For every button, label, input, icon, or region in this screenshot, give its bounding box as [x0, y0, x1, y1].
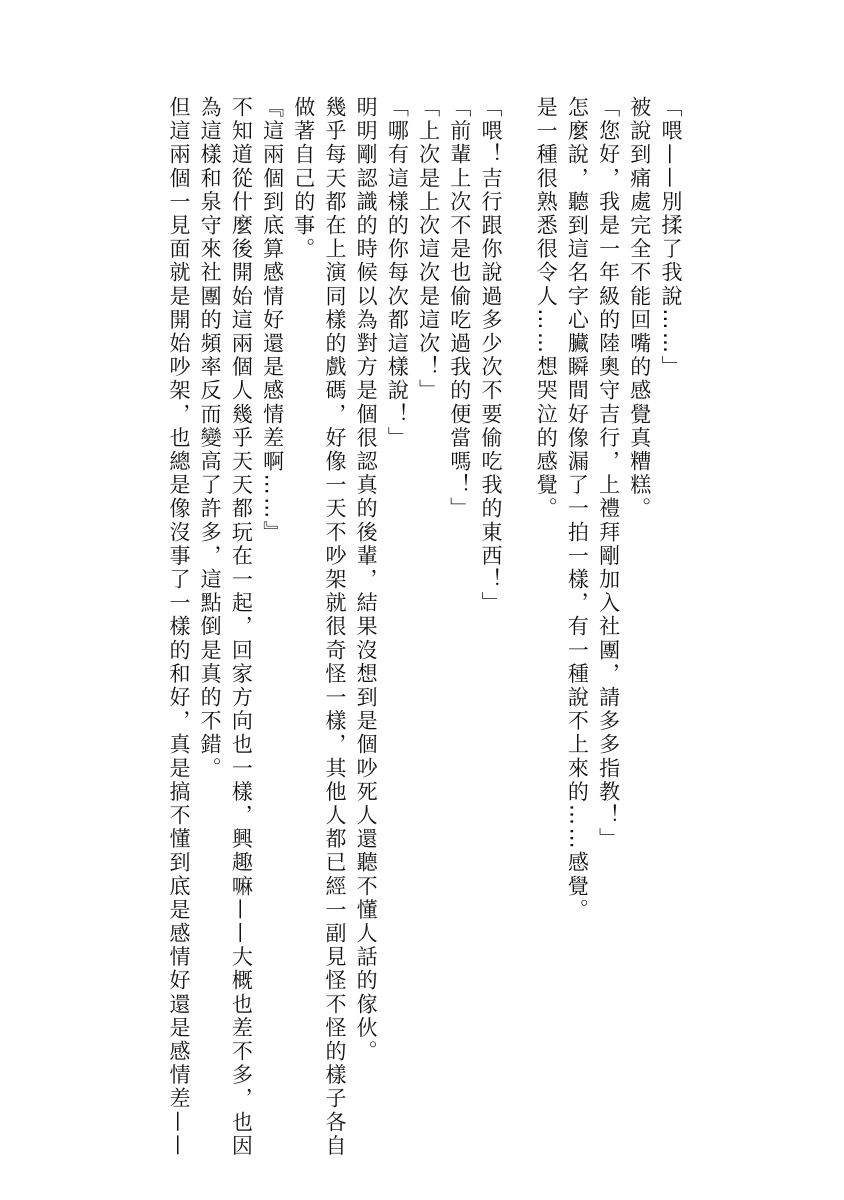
text-line: 怎麼說，聽到這名字心臟瞬間好像漏了一拍一樣，有一種說不上來的……感覺。	[565, 96, 590, 922]
text-line: 「您好，我是一年級的陸奧守吉行，上禮拜剛加入社團，請多多指教！」	[596, 96, 621, 852]
text-line: 為這樣和泉守來社團的頻率反而變高了許多，這點倒是真的不錯。	[198, 96, 223, 781]
text-line: 不知道從什麼後開始這兩個人幾乎天天都玩在一起，回家方向也一樣，興趣嘛——大概也差不多，也因	[229, 96, 254, 1158]
text-line: 「喂——別揉了我說……」	[659, 96, 683, 380]
text-line: 『這兩個到底算感情好還是感情差啊……』	[260, 96, 285, 545]
text-line: 但這兩個一見面就是開始吵架，也總是像沒事了一樣的和好，真是搞不懂到底是感情好還是感情差——	[166, 96, 191, 1158]
text-line: 做著自己的事。	[291, 96, 316, 262]
text-line: 「哪有這樣的你每次都這樣說！」	[385, 96, 410, 450]
text-line: 是一種很熟悉很令人……想哭泣的感覺。	[534, 96, 559, 521]
text-line: 幾乎每天都在上演同樣的戲碼，好像一天不吵架就很奇怪一樣，其他人都已經一副見怪不怪的樣子各自	[322, 96, 347, 1158]
text-line: 「前輩上次不是也偷吃過我的便當嗎！」	[447, 96, 472, 521]
text-line: 「喂！吉行跟你說過多少次不要偷吃我的東西！」	[478, 96, 503, 616]
text-line: 被說到痛處完全不能回嘴的感覺真糟糕。	[627, 96, 652, 521]
text-line: 明明剛認識的時候以為對方是個很認真的後輩，結果沒想到是個吵死人還聽不懂人話的傢伙。	[354, 96, 379, 1064]
paragraph-gap	[506, 96, 530, 1136]
text-line: 「上次是上次這次是這次！」	[416, 96, 441, 403]
vertical-text-block	[163, 96, 686, 1158]
